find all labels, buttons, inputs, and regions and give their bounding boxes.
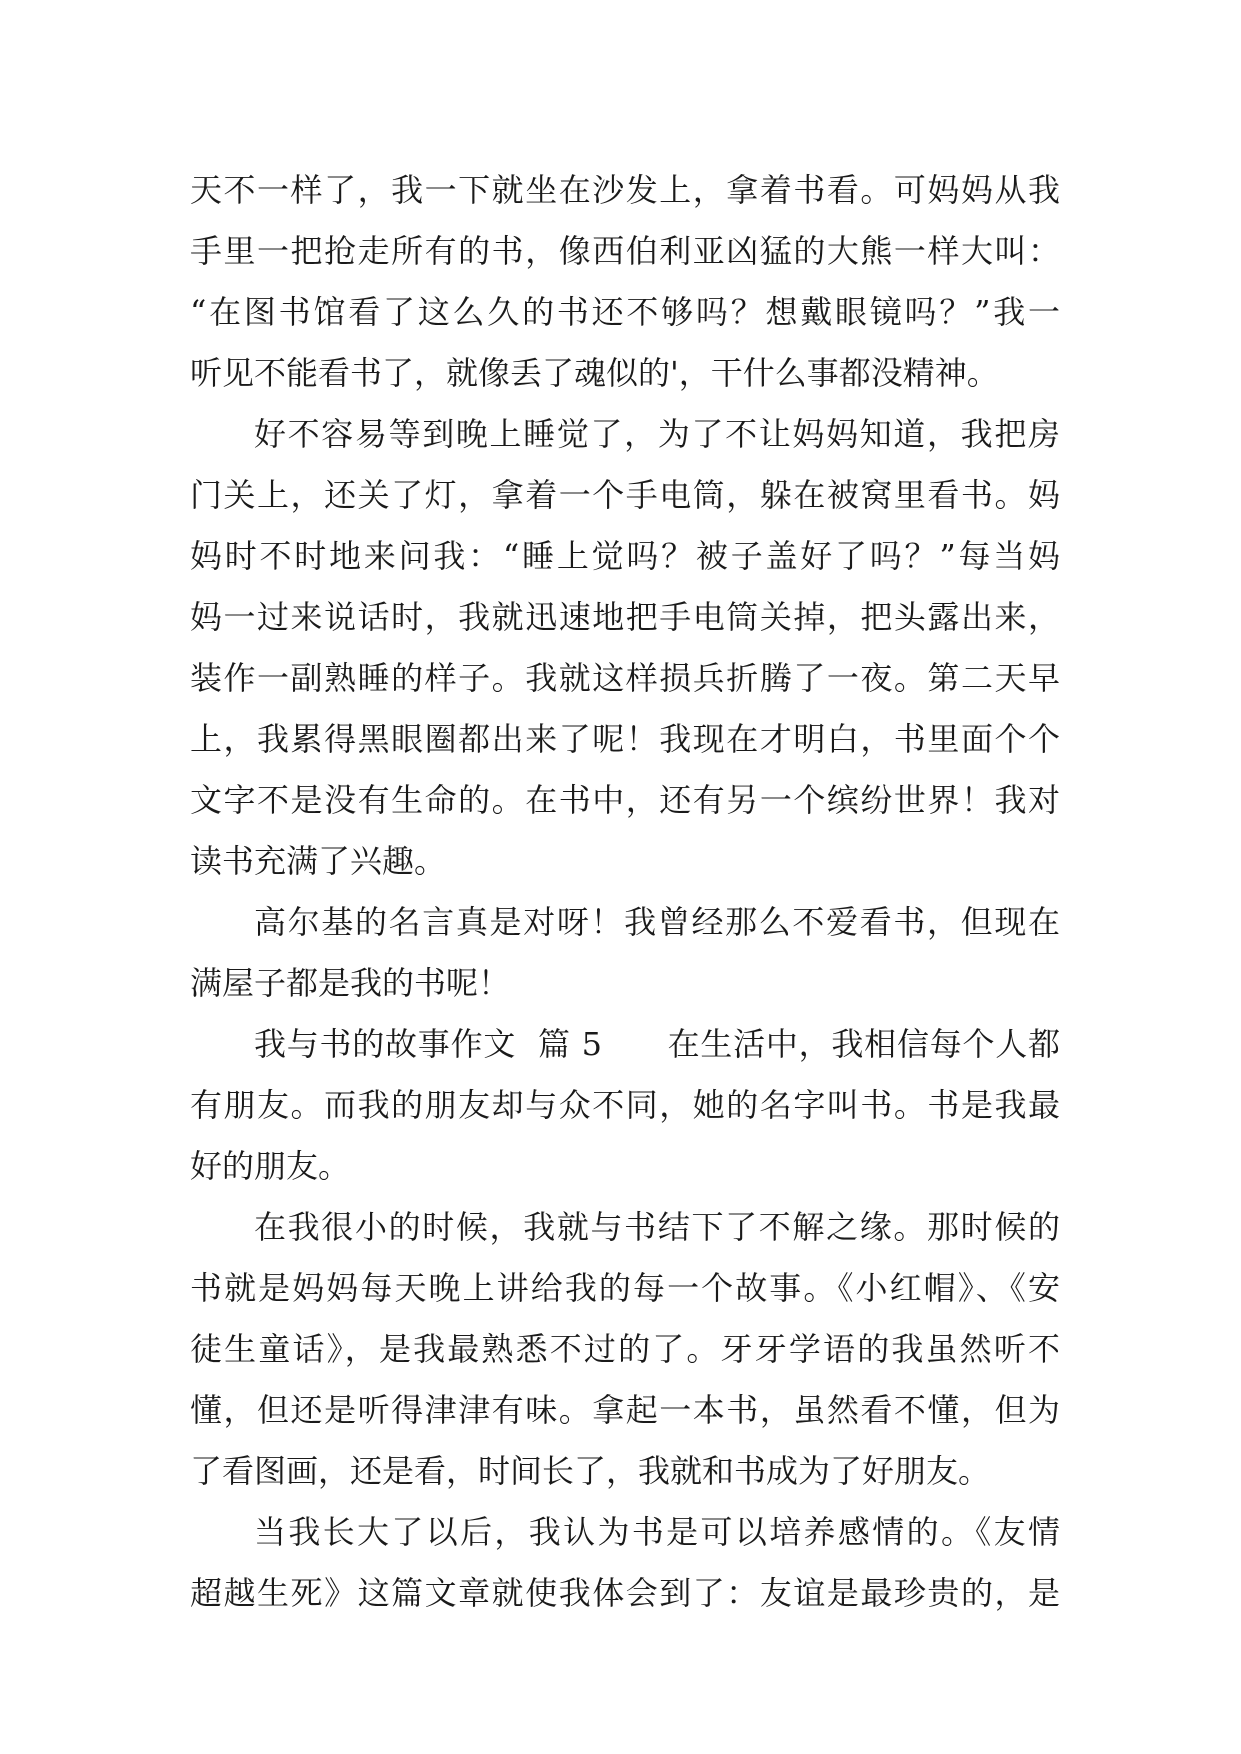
text-line: 在我很小的时候，我就与书结下了不解之缘。那时候的 bbox=[254, 1208, 1060, 1246]
text-line: 懂，但还是听得津津有味。拿起一本书，虽然看不懂，但为 bbox=[190, 1391, 1060, 1429]
text-line: 手里一把抢走所有的书，像西伯利亚凶猛的大熊一样大叫： bbox=[190, 232, 1060, 270]
text-line: 满屋子都是我的书呢！ bbox=[190, 964, 511, 1002]
text-line: 高尔基的名言真是对呀！我曾经那么不爱看书，但现在 bbox=[254, 903, 1060, 941]
text-line: 有朋友。而我的朋友却与众不同，她的名字叫书。书是我最 bbox=[190, 1086, 1060, 1124]
text-line: 上，我累得黑眼圈都出来了呢！我现在才明白，书里面个个 bbox=[190, 720, 1060, 758]
text-line: 好不容易等到晚上睡觉了，为了不让妈妈知道，我把房 bbox=[254, 415, 1060, 453]
text-line: 书就是妈妈每天晚上讲给我的每一个故事。《小红帽》、《安 bbox=[190, 1269, 1060, 1307]
text-line: 妈一过来说话时，我就迅速地把手电筒关掉，把头露出来， bbox=[190, 598, 1060, 636]
text-line: 当我长大了以后，我认为书是可以培养感情的。《友情 bbox=[254, 1513, 1060, 1551]
text-line: “在图书馆看了这么久的书还不够吗？想戴眼镜吗？”我一 bbox=[190, 293, 1060, 331]
text-line: 门关上，还关了灯，拿着一个手电筒，躲在被窝里看书。妈 bbox=[190, 476, 1060, 514]
text-line: 天不一样了，我一下就坐在沙发上，拿着书看。可妈妈从我 bbox=[190, 171, 1060, 209]
text-line: 妈时不时地来问我：“睡上觉吗？被子盖好了吗？”每当妈 bbox=[190, 537, 1060, 575]
text-line: 装作一副熟睡的样子。我就这样损兵折腾了一夜。第二天早 bbox=[190, 659, 1060, 697]
text-line: 了看图画，还是看，时间长了，我就和书成为了好朋友。 bbox=[190, 1452, 991, 1490]
text-line: 好的朋友。 bbox=[190, 1147, 351, 1185]
text-line: 文字不是没有生命的。在书中，还有另一个缤纷世界！我对 bbox=[190, 781, 1060, 819]
text-line: 读书充满了兴趣。 bbox=[190, 842, 447, 880]
text-line: 徒生童话》，是我最熟悉不过的了。牙牙学语的我虽然听不 bbox=[190, 1330, 1060, 1368]
text-line: 我与书的故事作文 篇 5 在生活中，我相信每个人都 bbox=[254, 1025, 1060, 1063]
text-line: 听见不能看书了，就像丢了魂似的'，干什么事都没精神。 bbox=[190, 354, 999, 392]
text-line: 超越生死》这篇文章就使我体会到了：友谊是最珍贵的，是 bbox=[190, 1574, 1060, 1612]
document-body bbox=[190, 160, 1060, 1624]
